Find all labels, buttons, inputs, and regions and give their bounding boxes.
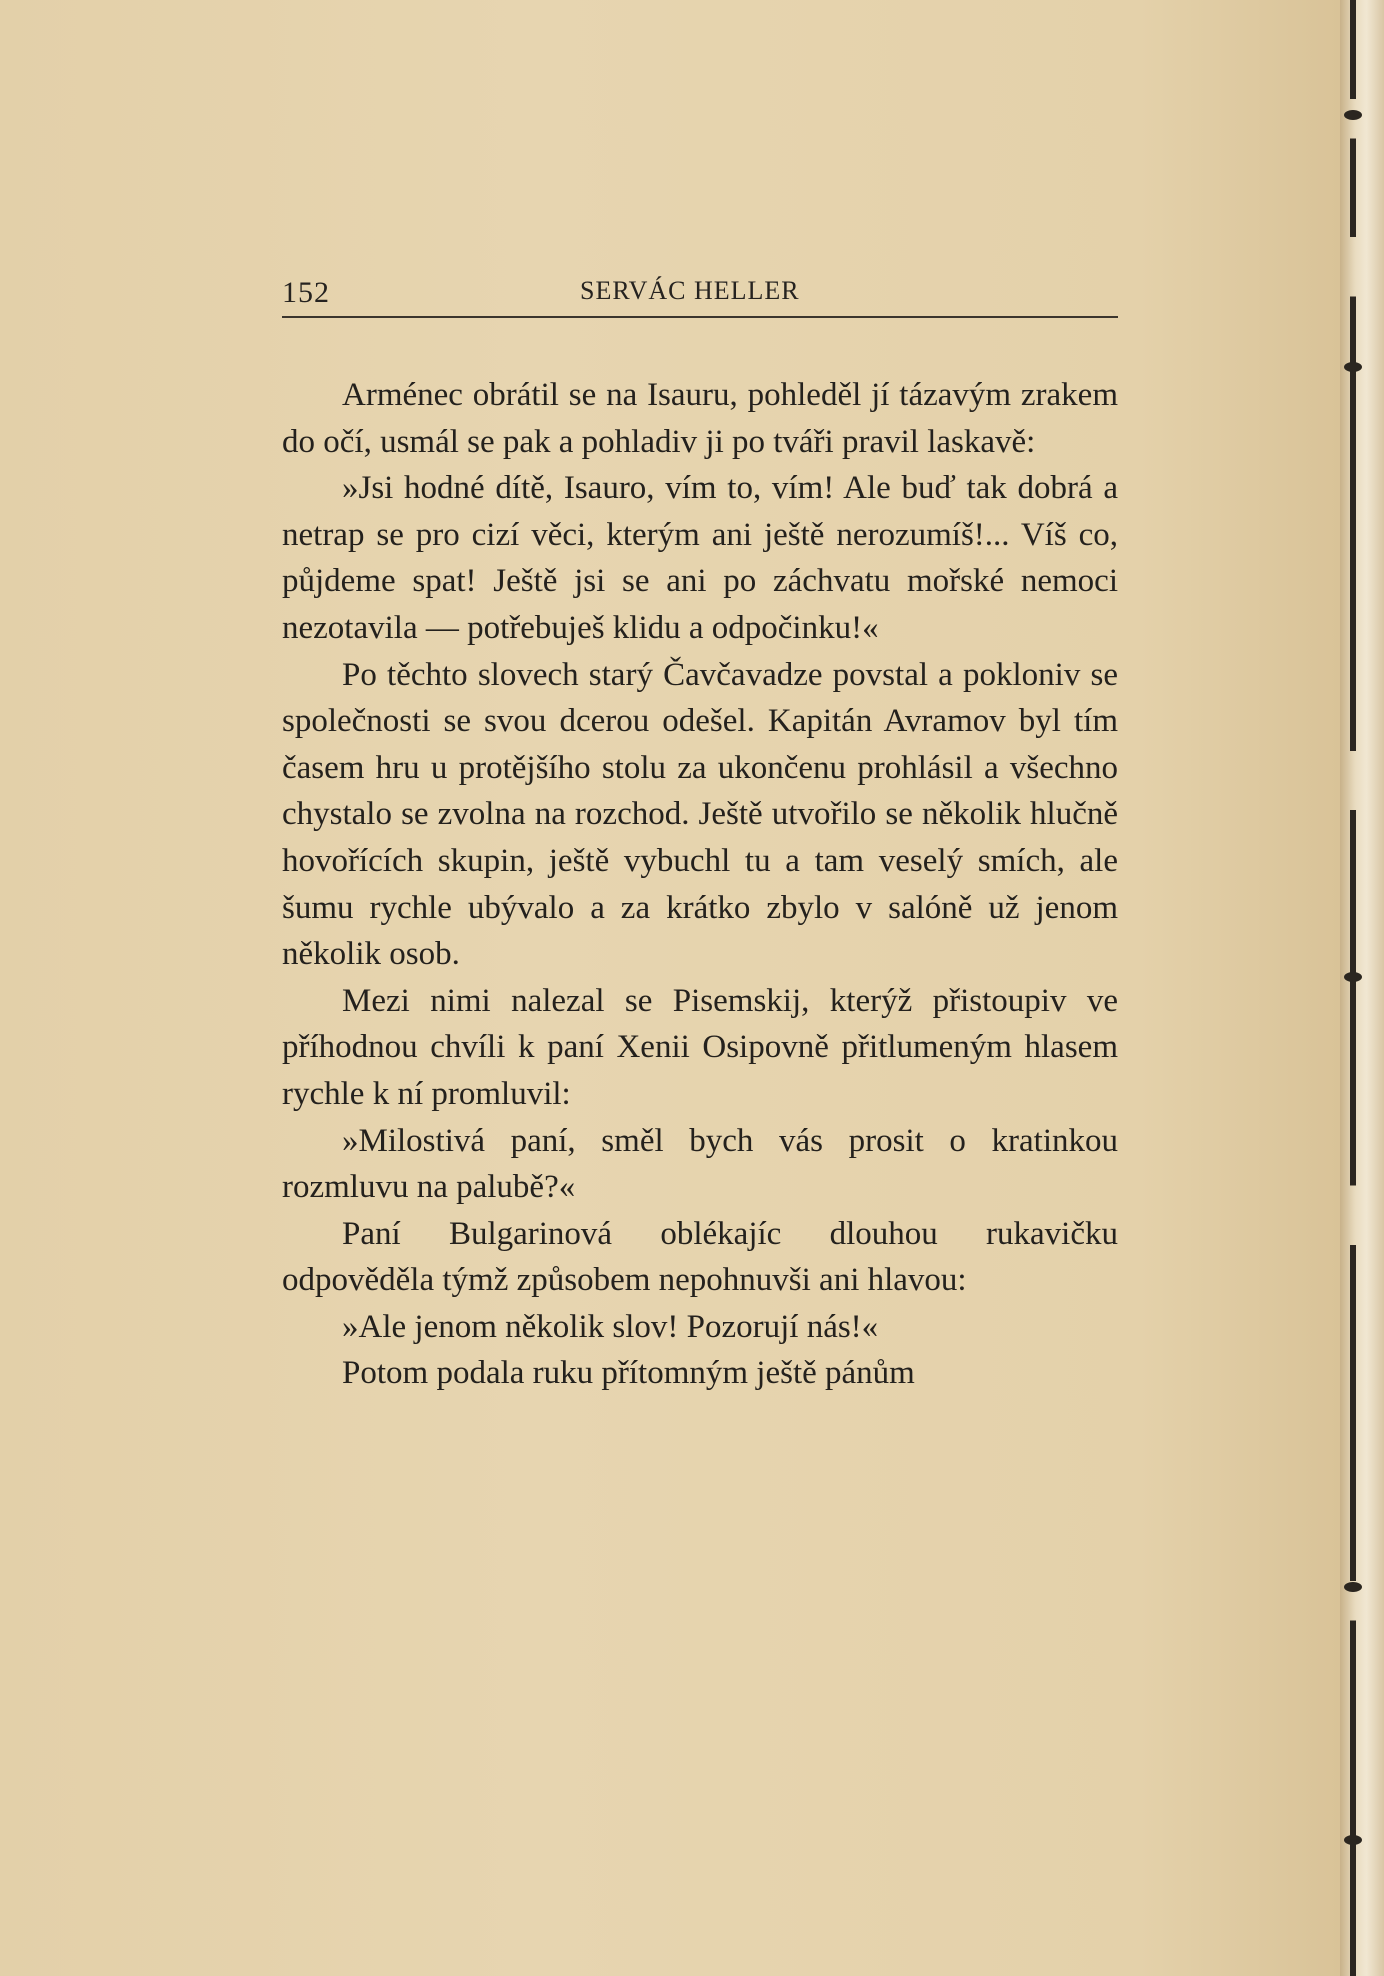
body-text (282, 372, 1118, 1397)
page-number: 152 (282, 276, 330, 309)
header-rule (282, 316, 1118, 318)
binding-stitch (1344, 110, 1362, 120)
paragraph-3: Po těchto slovech starý Čavčavadze povstal a pokloniv se společnosti se svou dcerou odešel. Kapitán Avramov byl tím časem hru u protějšího stolu za ukončenu prohlásil a všechno chystalo se zvolna na rozchod. Ještě utvořilo se několik hlučně hovořících skupin, ještě vybuchl tu a tam veselý smích, ale šumu rychle ubývalo a za krátko zbylo v salóně už jenom několik osob. (282, 656, 1118, 973)
binding-stitch (1344, 362, 1362, 372)
paragraph-5: »Milostivá paní, směl bych vás prosit o kratinkou rozmluvu na palubě?« (282, 1122, 1118, 1206)
running-title: SERVÁC HELLER (580, 276, 800, 305)
page-header (282, 270, 1118, 318)
binding-stitch (1344, 1835, 1362, 1845)
binding-stitch (1344, 1582, 1362, 1592)
binding-stitch (1344, 972, 1362, 982)
paragraph-1: Arménec obrátil se na Isauru, pohleděl jí tázavým zrakem do očí, usmál se pak a pohladiv ji po tváři pravil laskavě: (282, 377, 1118, 460)
binding-thread (1350, 0, 1356, 1976)
paragraph-6: Paní Bulgarinová oblékajíc dlouhou rukavičku odpověděla týmž způsobem nepohnuvši ani hlavou: (282, 1215, 1118, 1299)
paragraph-2: »Jsi hodné dítě, Isauro, vím to, vím! Ale buď tak dobrá a netrap se pro cizí věci, kterým ani ještě nerozumíš!... Víš co, půjdeme spat! Ještě jsi se ani po záchvatu mořské nemoci nezotavila — potřebuješ klidu a odpočinku!« (282, 470, 1118, 646)
paragraph-7: »Ale jenom několik slov! Pozorují nás!« (342, 1308, 879, 1345)
paragraph-4: Mezi nimi nalezal se Pisemskij, kterýž přistoupiv ve příhodnou chvíli k paní Xenii Osipovně přitlumeným hlasem rychle k ní promluvil: (282, 982, 1118, 1112)
paragraph-8: Potom podala ruku přítomným ještě pánům (342, 1355, 915, 1392)
book-binding-edge (1340, 0, 1384, 1976)
